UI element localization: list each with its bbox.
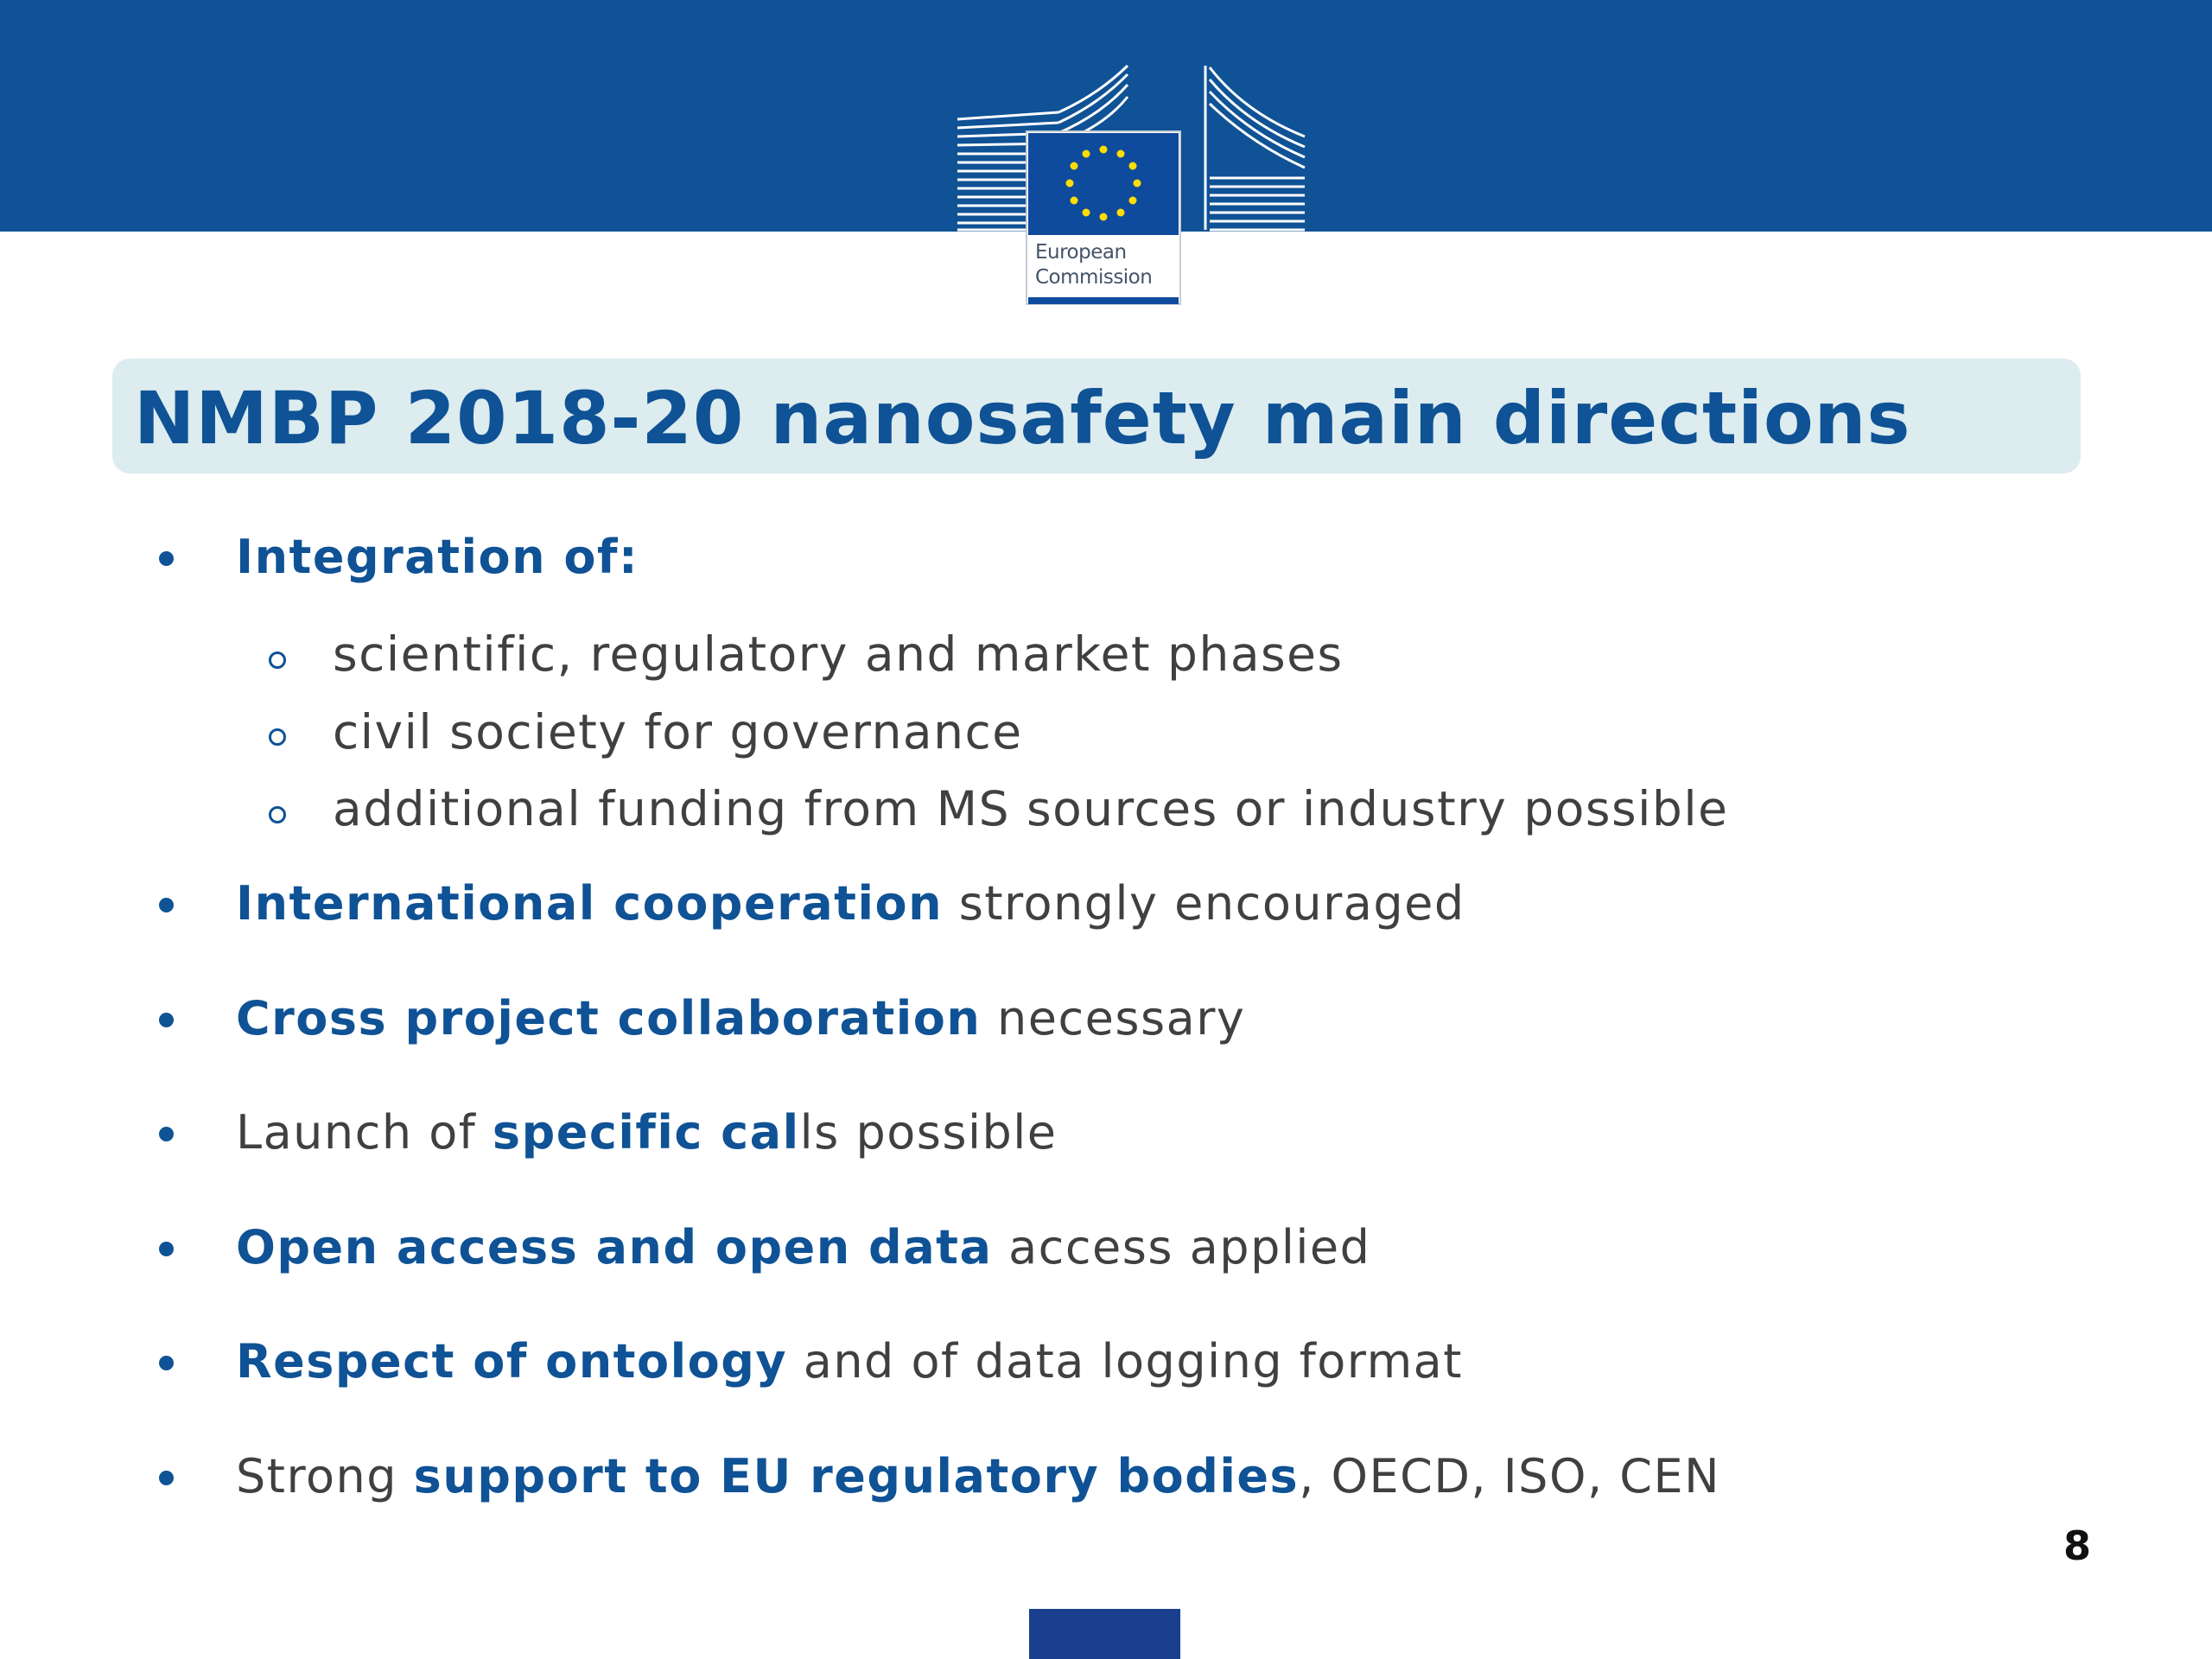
bullet-text: strongly encouraged: [943, 876, 1465, 931]
bullet-text-highlight: Respect of ontology: [236, 1334, 788, 1389]
bullet-text-highlight: International cooperation: [236, 876, 944, 931]
bullet-item-cross-project: [236, 990, 1245, 1047]
bullet-icon: [159, 1356, 174, 1370]
right-building-lines: [1205, 66, 1305, 230]
bullet-text-highlight: Open access and open data: [236, 1220, 993, 1274]
sub-item-funding: additional funding from MS sources or industry possible: [333, 781, 1729, 836]
bullet-icon: [159, 1471, 174, 1485]
sub-item-civil-society: civil society for governance: [333, 704, 1023, 760]
bullet-icon: [159, 1127, 174, 1141]
logo-underline: [1028, 297, 1179, 304]
bullet-text-highlight: Integration of:: [236, 530, 639, 584]
bullet-icon: [159, 1013, 174, 1027]
bullet-text-highlight: support to EU regulatory bodies: [413, 1449, 1300, 1503]
sub-bullet-icon: [269, 728, 286, 746]
bullet-text: access applied: [992, 1220, 1371, 1274]
logo-text-line2: Commission: [1035, 266, 1153, 289]
bullet-icon: [159, 898, 174, 912]
bullet-item-international: [236, 875, 1465, 932]
page-number: 8: [2063, 1522, 2091, 1569]
bullet-text: Launch of: [236, 1105, 493, 1160]
sub-bullet-icon: [269, 806, 286, 823]
footer-tab: [1029, 1609, 1180, 1659]
sub-item-phases: scientific, regulatory and market phases: [333, 626, 1344, 682]
bullet-text: ls possible: [799, 1105, 1058, 1160]
logo-text: [1035, 240, 1177, 290]
slide-title: NMBP 2018-20 nanosafety main directions: [134, 376, 1911, 461]
bullet-icon: [159, 551, 174, 566]
bullet-item-specific-calls: [236, 1104, 1058, 1161]
bullet-text: and of data logging format: [787, 1334, 1463, 1389]
bullet-text-highlight: specific cal: [492, 1105, 800, 1160]
bullet-item-regulatory-support: [236, 1448, 1720, 1505]
bullet-text-highlight: Cross project collaboration: [236, 991, 982, 1046]
bullet-item-open-access: [236, 1219, 1370, 1276]
bullet-text: necessary: [981, 991, 1246, 1046]
sub-bullet-icon: [269, 652, 286, 669]
bullet-text: Strong: [236, 1449, 414, 1503]
bullet-icon: [159, 1242, 174, 1256]
logo-text-line1: European: [1035, 241, 1127, 264]
bullet-text: , OECD, ISO, CEN: [1299, 1449, 1721, 1503]
bullet-item-integration: [236, 529, 639, 586]
bullet-item-ontology: [236, 1333, 1463, 1390]
